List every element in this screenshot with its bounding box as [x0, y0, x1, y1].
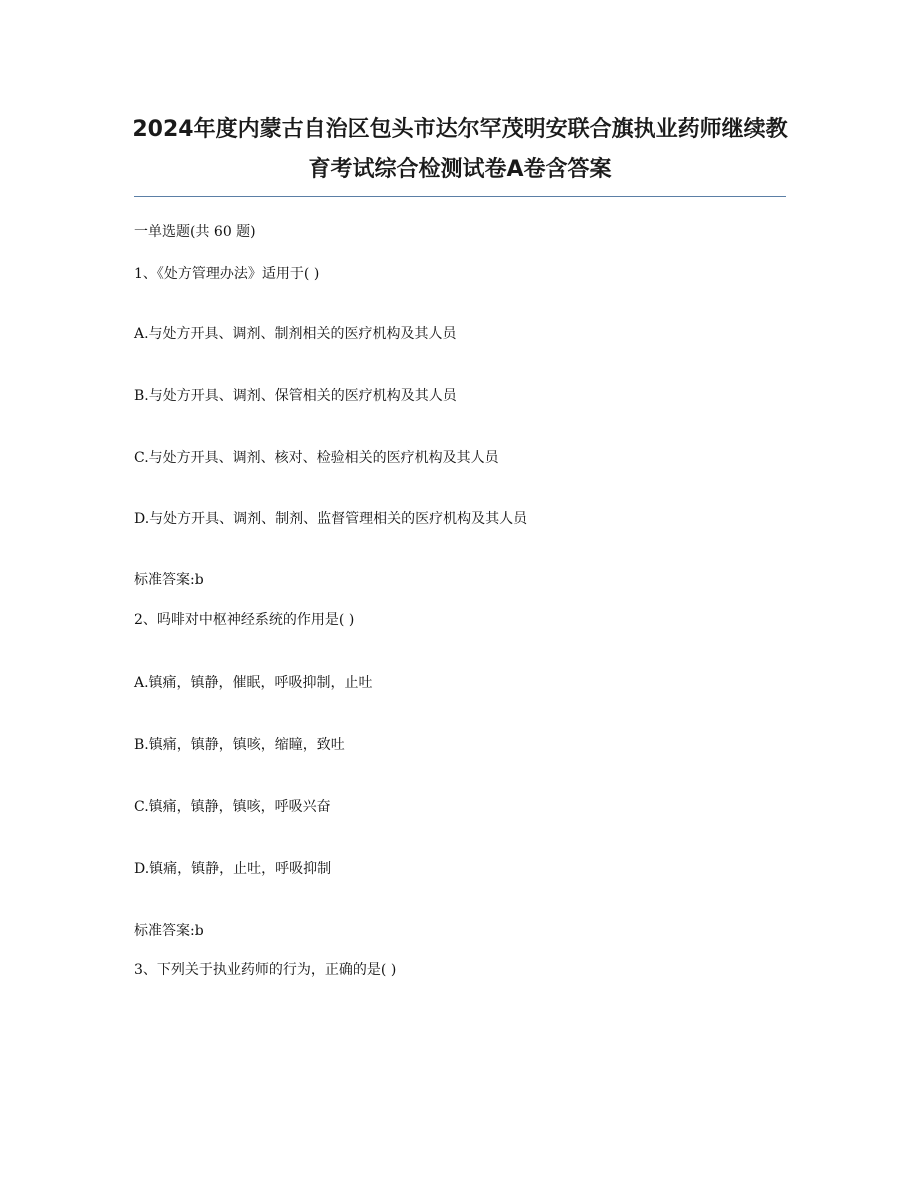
question-1-option-c: C.与处方开具、调剂、核对、检验相关的医疗机构及其人员: [134, 450, 499, 466]
section-heading: 一单选题(共 60 题): [134, 224, 256, 240]
question-1-option-a: A.与处方开具、调剂、制剂相关的医疗机构及其人员: [134, 326, 457, 342]
document-title: 2024年度内蒙古自治区包头市达尔罕茂明安联合旗执业药师继续教育考试综合检测试卷A卷含答案: [132, 117, 788, 182]
question-2-option-d: D.镇痛，镇静，止吐，呼吸抑制: [134, 861, 332, 877]
question-3-stem: 3、下列关于执业药师的行为，正确的是( ): [134, 962, 397, 978]
question-2-option-c: C.镇痛，镇静，镇咳，呼吸兴奋: [134, 799, 331, 815]
question-2-stem: 2、吗啡对中枢神经系统的作用是( ): [134, 612, 355, 628]
question-1-option-d: D.与处方开具、调剂、制剂、监督管理相关的医疗机构及其人员: [134, 511, 528, 527]
question-2-option-b: B.镇痛，镇静，镇咳，缩瞳，致吐: [134, 737, 345, 753]
question-2-answer: 标准答案:b: [134, 923, 204, 939]
title-divider: [134, 196, 786, 197]
question-1-option-b: B.与处方开具、调剂、保管相关的医疗机构及其人员: [134, 388, 457, 404]
question-2-option-a: A.镇痛，镇静，催眠，呼吸抑制，止吐: [134, 675, 373, 691]
question-1-answer: 标准答案:b: [134, 572, 204, 588]
question-1-stem: 1、《处方管理办法》适用于( ): [134, 266, 320, 282]
